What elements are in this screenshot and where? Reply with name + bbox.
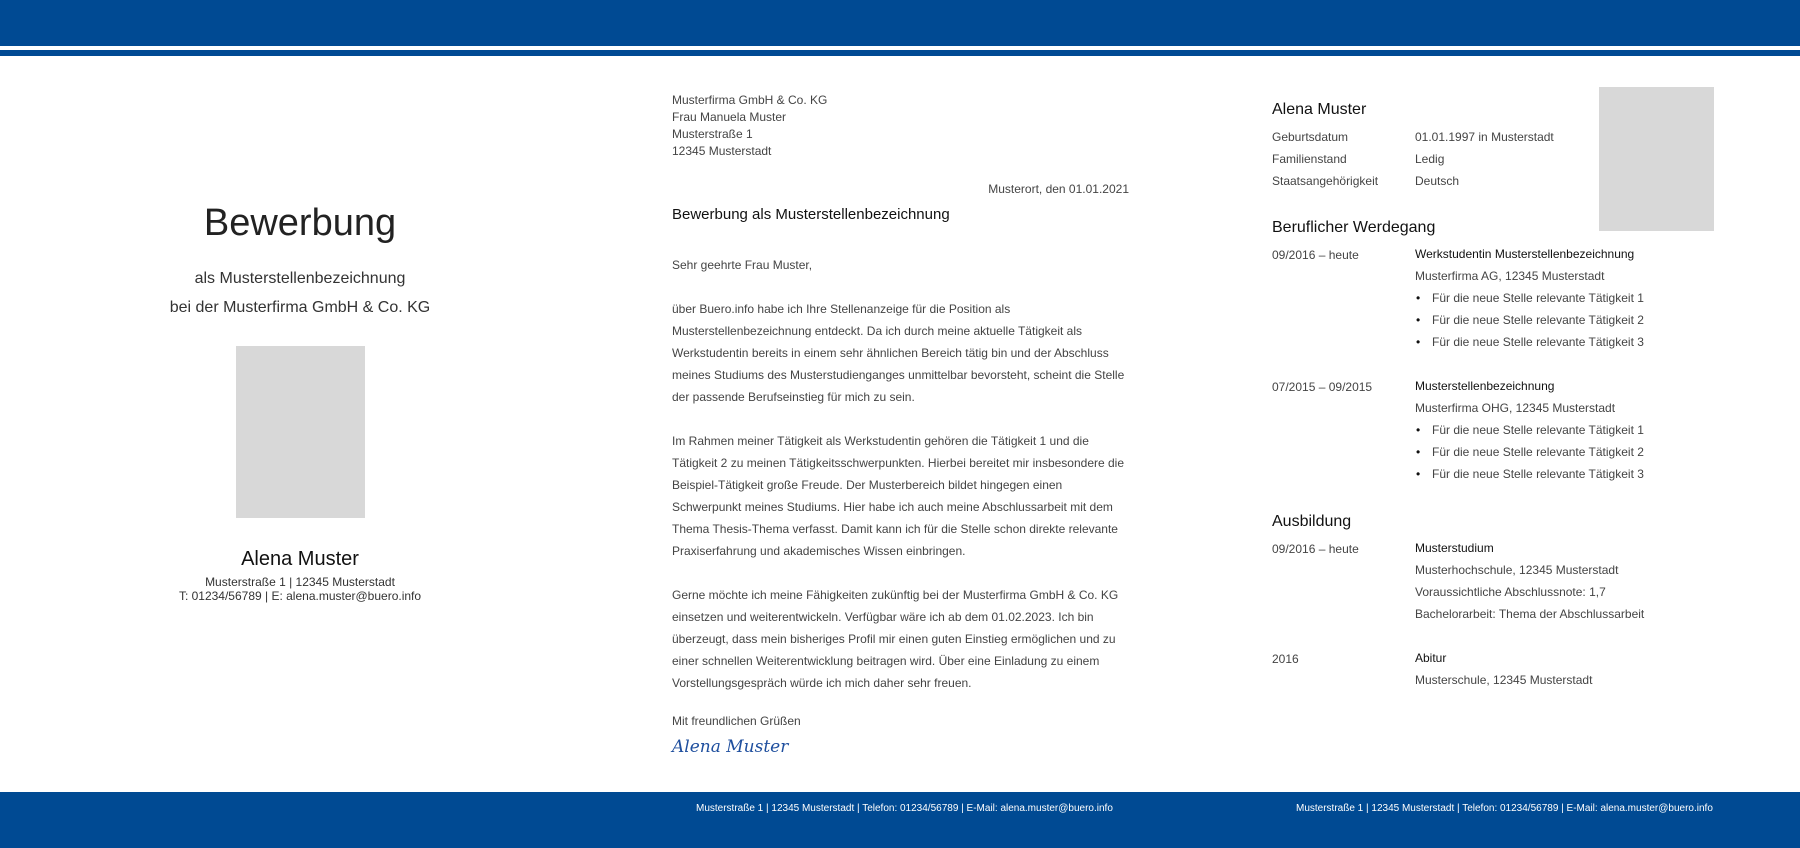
recipient-street: Musterstraße 1 — [672, 127, 753, 141]
letter-closing: Mit freundlichen Grüßen — [672, 714, 801, 728]
education-line: Voraussichtliche Abschlussnote: 1,7 — [1415, 585, 1606, 599]
bullet-item: • Für die neue Stelle relevante Tätigkeit 1 — [1415, 287, 1715, 309]
cover-address: Musterstraße 1 | 12345 Musterstadt — [205, 575, 395, 589]
personal-value: Deutsch — [1415, 174, 1460, 188]
bullet-item: • Für die neue Stelle relevante Tätigkeit 3 — [1415, 331, 1715, 353]
cover-name: Alena Muster — [241, 548, 359, 570]
cover-photo-placeholder — [236, 346, 365, 518]
recipient-person: Frau Manuela Muster — [672, 110, 787, 124]
letter-salutation: Sehr geehrte Frau Muster, — [672, 258, 813, 272]
cover-subtitle-company: bei der Musterfirma GmbH & Co. KG — [169, 299, 431, 316]
career-bullets — [1415, 419, 1715, 485]
education-line: Musterhochschule, 12345 Musterstadt — [1415, 563, 1619, 577]
recipient-address — [672, 92, 1132, 160]
education-entry — [1415, 647, 1715, 691]
bullet-item: • Für die neue Stelle relevante Tätigkeit 2 — [1415, 309, 1715, 331]
cv-footer: Musterstraße 1 | 12345 Musterstadt | Telefon: 01234/56789 | E-Mail: alena.muster@buero.info — [1296, 803, 1713, 814]
personal-value: Ledig — [1415, 152, 1445, 166]
cv-name: Alena Muster — [1272, 101, 1367, 118]
career-date: 09/2016 – heute — [1272, 248, 1359, 262]
education-title: Musterstudium — [1415, 541, 1494, 555]
letter-paragraph-2: Im Rahmen meiner Tätigkeit als Werkstudentin gehören die Tätigkeit 1 und die Tätigkeit 2 zu meinen Tätigkeitsschwerpunkten. Hierbei bereitet mir insbesondere die Beispiel-Tätigkeit große Freude. Der Musterbereich bildet hingegen einen Schwerpunkt meines Studiums. Hier habe ich auch meine Abschlussarbeit mit dem Thema Thesis-Thema verfasst. Damit kann ich für die Stelle schon direkte relevante Praxiserfahrung und akademisches Wissen einbringen. — [672, 434, 1125, 558]
header-band — [0, 0, 1800, 46]
career-heading: Beruflicher Werdegang — [1272, 219, 1436, 236]
personal-label: Geburtsdatum — [1272, 130, 1349, 144]
bullet-item: • Für die neue Stelle relevante Tätigkeit 3 — [1415, 463, 1715, 485]
personal-label: Familienstand — [1272, 152, 1347, 166]
career-title: Werkstudentin Musterstellenbezeichnung — [1415, 247, 1635, 261]
letter-body — [672, 254, 1132, 716]
career-entry — [1415, 375, 1715, 485]
letter-date: Musterort, den 01.01.2021 — [988, 182, 1129, 196]
personal-label: Staatsangehörigkeit — [1272, 174, 1379, 188]
letter-paragraph-1: über Buero.info habe ich Ihre Stellenanzeige für die Position als Musterstellenbezeichnung entdeckt. Da ich durch meine aktuelle Tätigkeit als Werkstudentin bereits in einem sehr ähnlichen Bereich tätig bin und der Abschluss meines Studiums des Musterstudienganges unmittelbar bevorsteht, scheint die Stelle der passende Berufseinstieg für mich zu sein. — [672, 302, 1125, 404]
letter-footer: Musterstraße 1 | 12345 Musterstadt | Telefon: 01234/56789 | E-Mail: alena.muster@buero.info — [696, 803, 1113, 814]
letter-subject: Bewerbung als Musterstellenbezeichnung — [672, 206, 950, 223]
education-date: 09/2016 – heute — [1272, 542, 1359, 556]
career-org: Musterfirma OHG, 12345 Musterstadt — [1415, 401, 1616, 415]
education-heading: Ausbildung — [1272, 513, 1352, 530]
career-org: Musterfirma AG, 12345 Musterstadt — [1415, 269, 1605, 283]
personal-row — [1272, 130, 1554, 144]
education-title: Abitur — [1415, 651, 1447, 665]
personal-row — [1272, 152, 1444, 166]
recipient-company: Musterfirma GmbH & Co. KG — [672, 93, 828, 107]
signature: Alena Muster — [672, 737, 789, 757]
career-bullets — [1415, 287, 1715, 353]
footer-band — [0, 792, 1800, 848]
bullet-item: • Für die neue Stelle relevante Tätigkeit 2 — [1415, 441, 1715, 463]
career-date: 07/2015 – 09/2015 — [1272, 380, 1373, 394]
education-entry — [1415, 537, 1715, 625]
letter-paragraph-3: Gerne möchte ich meine Fähigkeiten zukünftig bei der Musterfirma GmbH & Co. KG einsetzen und weiterentwickeln. Verfügbar wäre ich ab dem 01.02.2023. Ich bin überzeugt, dass mein bisheriges Profil mir einen guten Einstieg ermöglichen und zu einer schnellen Weiterentwicklung beitragen wird. Über eine Einladung zu einem Vorstellungsgespräch würde ich mich daher sehr freuen. — [672, 588, 1119, 690]
cv-photo-placeholder — [1599, 87, 1714, 231]
cover-contact: T: 01234/56789 | E: alena.muster@buero.info — [178, 589, 422, 603]
career-title: Musterstellenbezeichnung — [1415, 379, 1555, 393]
bullet-item: • Für die neue Stelle relevante Tätigkeit 1 — [1415, 419, 1715, 441]
header-rule — [0, 50, 1800, 56]
education-date: 2016 — [1272, 652, 1299, 666]
career-entry — [1415, 243, 1715, 353]
personal-value: 01.01.1997 in Musterstadt — [1415, 130, 1554, 144]
education-line: Musterschule, 12345 Musterstadt — [1415, 673, 1593, 687]
cover-subtitle-position: als Musterstellenbezeichnung — [194, 270, 406, 287]
education-line: Bachelorarbeit: Thema der Abschlussarbeit — [1415, 607, 1645, 621]
personal-row — [1272, 174, 1459, 188]
cover-title: Bewerbung — [203, 202, 397, 244]
recipient-city: 12345 Musterstadt — [672, 144, 772, 158]
